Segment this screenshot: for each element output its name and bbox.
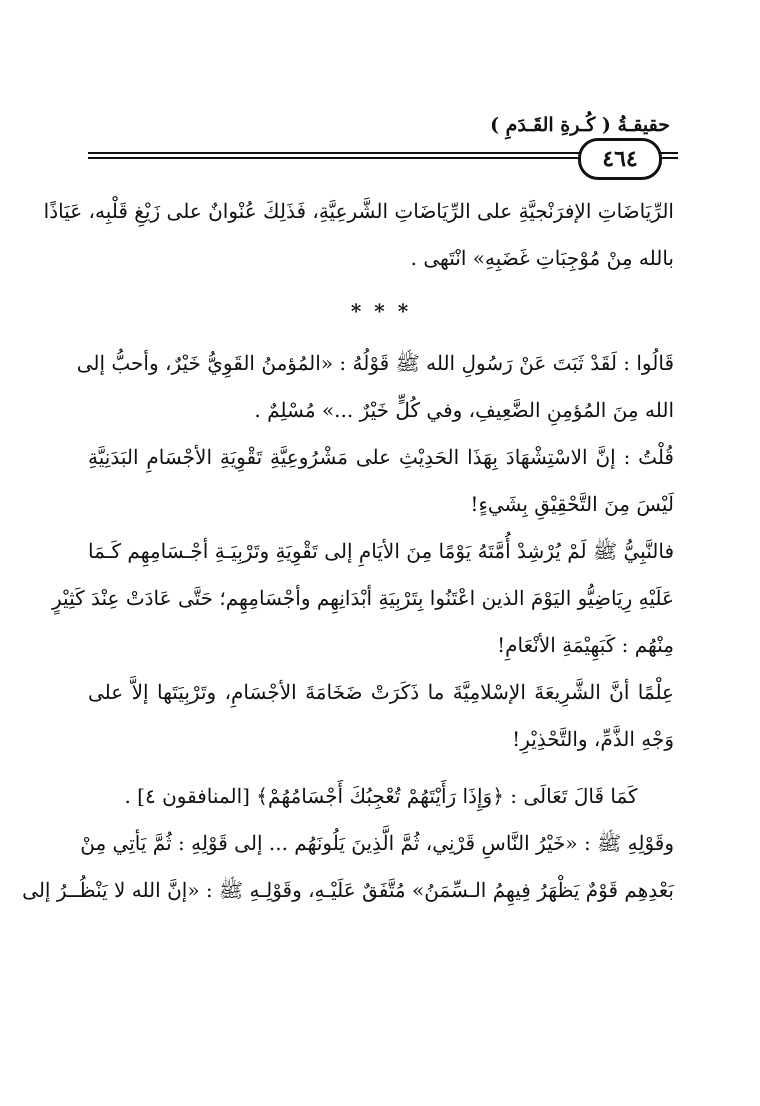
text-line: فالنَّبِيُّ ﷺ لَمْ يُرْشِدْ أُمَّتَهُ يَوْمًا مِنَ الأيَامِ إلى تَقْوِيَةِ وتَرْبِيَـةِ أجْـسَامِهِم كَـمَا xyxy=(88,539,674,563)
text-line: الله مِنَ المُؤمِنِ الضَّعِيفِ، وفي كُلٍّ خَيْرٌ ...» مُسْلِمٌ . xyxy=(254,398,674,422)
text-line: بالله مِنْ مُوْجِبَاتِ غَضَبِهِ» انْتَهى . xyxy=(410,246,674,270)
page-number-text: ٤٦٤ xyxy=(602,146,638,172)
page-body xyxy=(22,188,674,914)
text-line: عَلَيْهِ رِيَاضِيُّو اليَوْمَ الذين اعْتَنُوا بِتَرْبِيَةِ أبْدَانِهِم وأجْسَامِهِم؛ حَتَّى عَادَتْ عِنْدَ كَثِيْرٍ xyxy=(52,586,674,610)
text-line: كَمَا قَالَ تَعَالَى : ﴿وَإِذَا رَأَيْتَهُمْ تُعْجِبُكَ أَجْسَامُهُمْ﴾ [المنافقون ٤] . xyxy=(124,784,638,808)
text-line: مِنْهُم : كَبَهِيْمَةِ الأنْعَامِ! xyxy=(497,633,674,657)
text-line: قَالُوا : لَقَدْ ثَبَتَ عَنْ رَسُولِ الله ﷺ قَوْلُهُ : «المُؤمنُ القَوِيُّ خَيْرٌ، وأحبُّ إلى xyxy=(76,351,674,375)
text-line: وَجْهِ الذَّمِّ، والتَّحْذِيْرِ! xyxy=(512,727,674,751)
text-line: لَيْسَ مِنَ التَّحْقِيْقِ بِشَيءٍ! xyxy=(470,492,674,516)
paragraph-4 xyxy=(52,528,674,669)
paragraph-7 xyxy=(22,820,674,914)
text-line: بَعْدِهِم قَوْمٌ يَظْهَرُ فِيهِمُ الـسِّمَنُ» مُتَّفَقٌ عَلَيْـهِ، وقَوْلِـهِ ﷺ : «إنَّ الله لا يَنْظُــرُ إلى xyxy=(22,878,674,902)
text-line: الرِّيَاضَاتِ الإفرَنْجيَّةِ على الرِّيَاضَاتِ الشَّرعِيَّةِ، فَذَلِكَ عُنْوانٌ على زَيْغِ قَلْبِه، عَيَاذًا xyxy=(43,199,674,223)
paragraph-gap xyxy=(88,763,674,773)
paragraph-2 xyxy=(76,340,674,434)
paragraph-6 xyxy=(88,773,674,820)
text-line: وقَوْلِهِ ﷺ : «خَيْرُ النَّاسِ قَرْنِي، ثُمَّ الَّذِينَ يَلُونَهُم ... إلى قَوْلِهِ : ثُمَّ يَأتِي مِنْ xyxy=(80,831,674,855)
paragraph-3 xyxy=(88,434,674,528)
paragraph-5 xyxy=(88,669,674,763)
section-separator: * * * xyxy=(350,299,412,323)
text-line: قُلْتُ : إنَّ الاسْتِشْهَادَ بِهَذَا الحَدِيْثِ على مَشْرُوعِيَّةِ تَقْوِيَةِ الأجْسَامِ البَدَنِيَّةِ xyxy=(88,445,674,469)
running-title: حقيقـةُ ( كُـرةِ القَـدَمِ ) xyxy=(490,114,670,136)
text-line: عِلْمًا أنَّ الشَّرِيعَةَ الإسْلامِيَّةَ ما ذَكَرَتْ ضَخَامَةَ الأجْسَامِ، وتَرْبِيَتَها إلاَّ على xyxy=(88,680,674,704)
paragraph-1 xyxy=(43,188,674,282)
page-number xyxy=(578,138,662,180)
